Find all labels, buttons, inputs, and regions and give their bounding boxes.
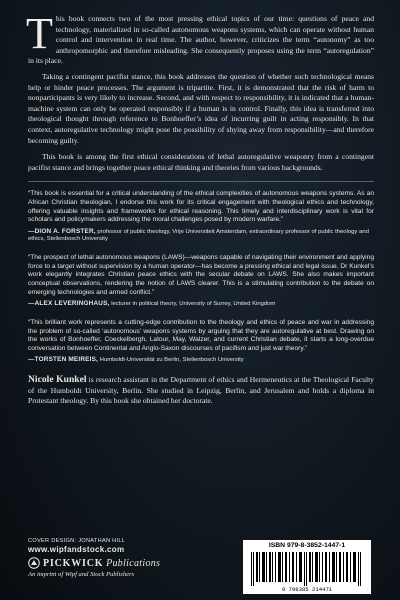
description-paragraph-2: Taking a contingent pacifist stance, this book addresses the question of whether such technological means help or hinder peace processes. The argument is tripartite. First, it is demonstrated that the risk of harm to nonparticipants is very likely to increase. Second, and with respect to responsibility, it is indicated that a human-machine system can only be operated responsibly if a human is in control. Finally, this idea is transferred into theological thought through reference to Bonhoeffer’s idea of incurring guilt in acting responsibly. In that context, autoregulative technology might pose the possibility of shying away from responsibility—and therefore becoming guilty. (28, 71, 374, 145)
endorser-name-2: —ALEX LEVERINGHAUS, (28, 300, 110, 308)
endorsement-quote-3: “This brilliant work represents a cutting-edge contribution to the theology and ethics of peace and war in addressing the problem of so-called ‘autonomous’ weapons systems by arguing that they are autoregulative at best. Drawing on the works of Bonhoeffer, Coeckelbergh, Latour, May, Walzer, and current Christian debate, it starts a long-overdue conversation between Continental and Anglo-Saxon discourses of pacifism and just war theory.” (28, 319, 374, 352)
description-intro (26, 9, 374, 67)
author-bio-text: is research assistant in the Department of ethics and Hermeneutics at the Theological Faculty of the Humboldt University, Berlin. She studied in Leipzig, Berlin, and Jerusalem and holds a diploma in Protestant theology. By this book she obtained her doctorate. (28, 375, 374, 406)
publisher-website: www.wipfandstock.com (28, 545, 125, 554)
publisher-name (43, 558, 160, 569)
endorsement-attribution-3 (28, 356, 374, 365)
endorsement-quote-1: “This book is essential for a critical understanding of the ethical complexities of autonomous weapons systems. As an African Christian theologian, I endorse this work for its critical engagement with theological ethics and technology, offering valuable insights and frameworks for ethical reasoning. This timely and interdisciplinary work is vital for scholars and policymakers addressing the moral challenges posed by modern warfare.” (28, 190, 374, 224)
section-divider (28, 181, 374, 182)
author-bio (28, 375, 374, 407)
endorser-affiliation-2: lecturer in political theory, University of Surrey, United Kingdom (109, 301, 276, 308)
endorsement-quote-2: “The prospect of lethal autonomous weapons (LAWS)—weapons capable of navigating their environment and applying force to a target without supervision by a human operator—has become a pressing ethical and legal issue. Dr Kunkel’s work elegantly integrates Christian peace ethics with the secular debate on LAWS. She also makes important conceptual observations, rendering the notion of LAWS clearer. This is a stimulating contribution to the debate on emerging technologies and armed conflict.” (28, 254, 374, 296)
endorsement-attribution-2 (28, 300, 374, 309)
drop-cap-letter: T (26, 9, 53, 58)
isbn-barcode (243, 540, 371, 594)
description-paragraph-3: This book is among the first ethical considerations of lethal autoregulative weaponry from a contingent pacifist stance and brings together peace ethical thinking and theories from various backgrounds. (28, 152, 374, 172)
cover-footer (28, 538, 374, 598)
cover-design-credit: COVER DESIGN: JONATHAN HILL (28, 538, 126, 544)
barcode-bars-icon (251, 552, 363, 586)
barcode-digits: 9 798385 214471 (281, 586, 333, 593)
imprint-line: An imprint of Wipf and Stock Publishers (28, 571, 135, 578)
publisher-name-italic: Publications (103, 557, 161, 569)
endorsement-attribution-1 (28, 228, 374, 245)
publisher-name-main: PICKWICK (43, 557, 104, 569)
publisher-emblem-icon (28, 557, 40, 569)
endorser-affiliation-1: professor of public theology, Vrije Universiteit Amsterdam, extraordinary professor of public theology and ethics, Stellenbosch University (28, 228, 369, 243)
author-name: Nicole Kunkel (28, 374, 87, 386)
endorser-affiliation-3: Humboldt-Universität zu Berlin, Stellenbosch University (98, 357, 244, 364)
isbn-number: ISBN 979-8-3852-1447-1 (268, 542, 346, 549)
cover-text-block (26, 9, 374, 407)
endorser-name-1: —DION A. FORSTER, (28, 227, 96, 235)
intro-text: his book connects two of the most pressing ethical topics of our time: questions of peace and technology, materialized in so-called autonomous weapons systems, which can operate without human control and intervention in real time. The author, however, criticizes the term “autonomy” as too anthropomorphic and therefore misleading. She consequently proposes using the term “autoregulation” in its place. (28, 14, 374, 66)
endorser-name-3: —TORSTEN MEIREIS, (28, 356, 99, 364)
